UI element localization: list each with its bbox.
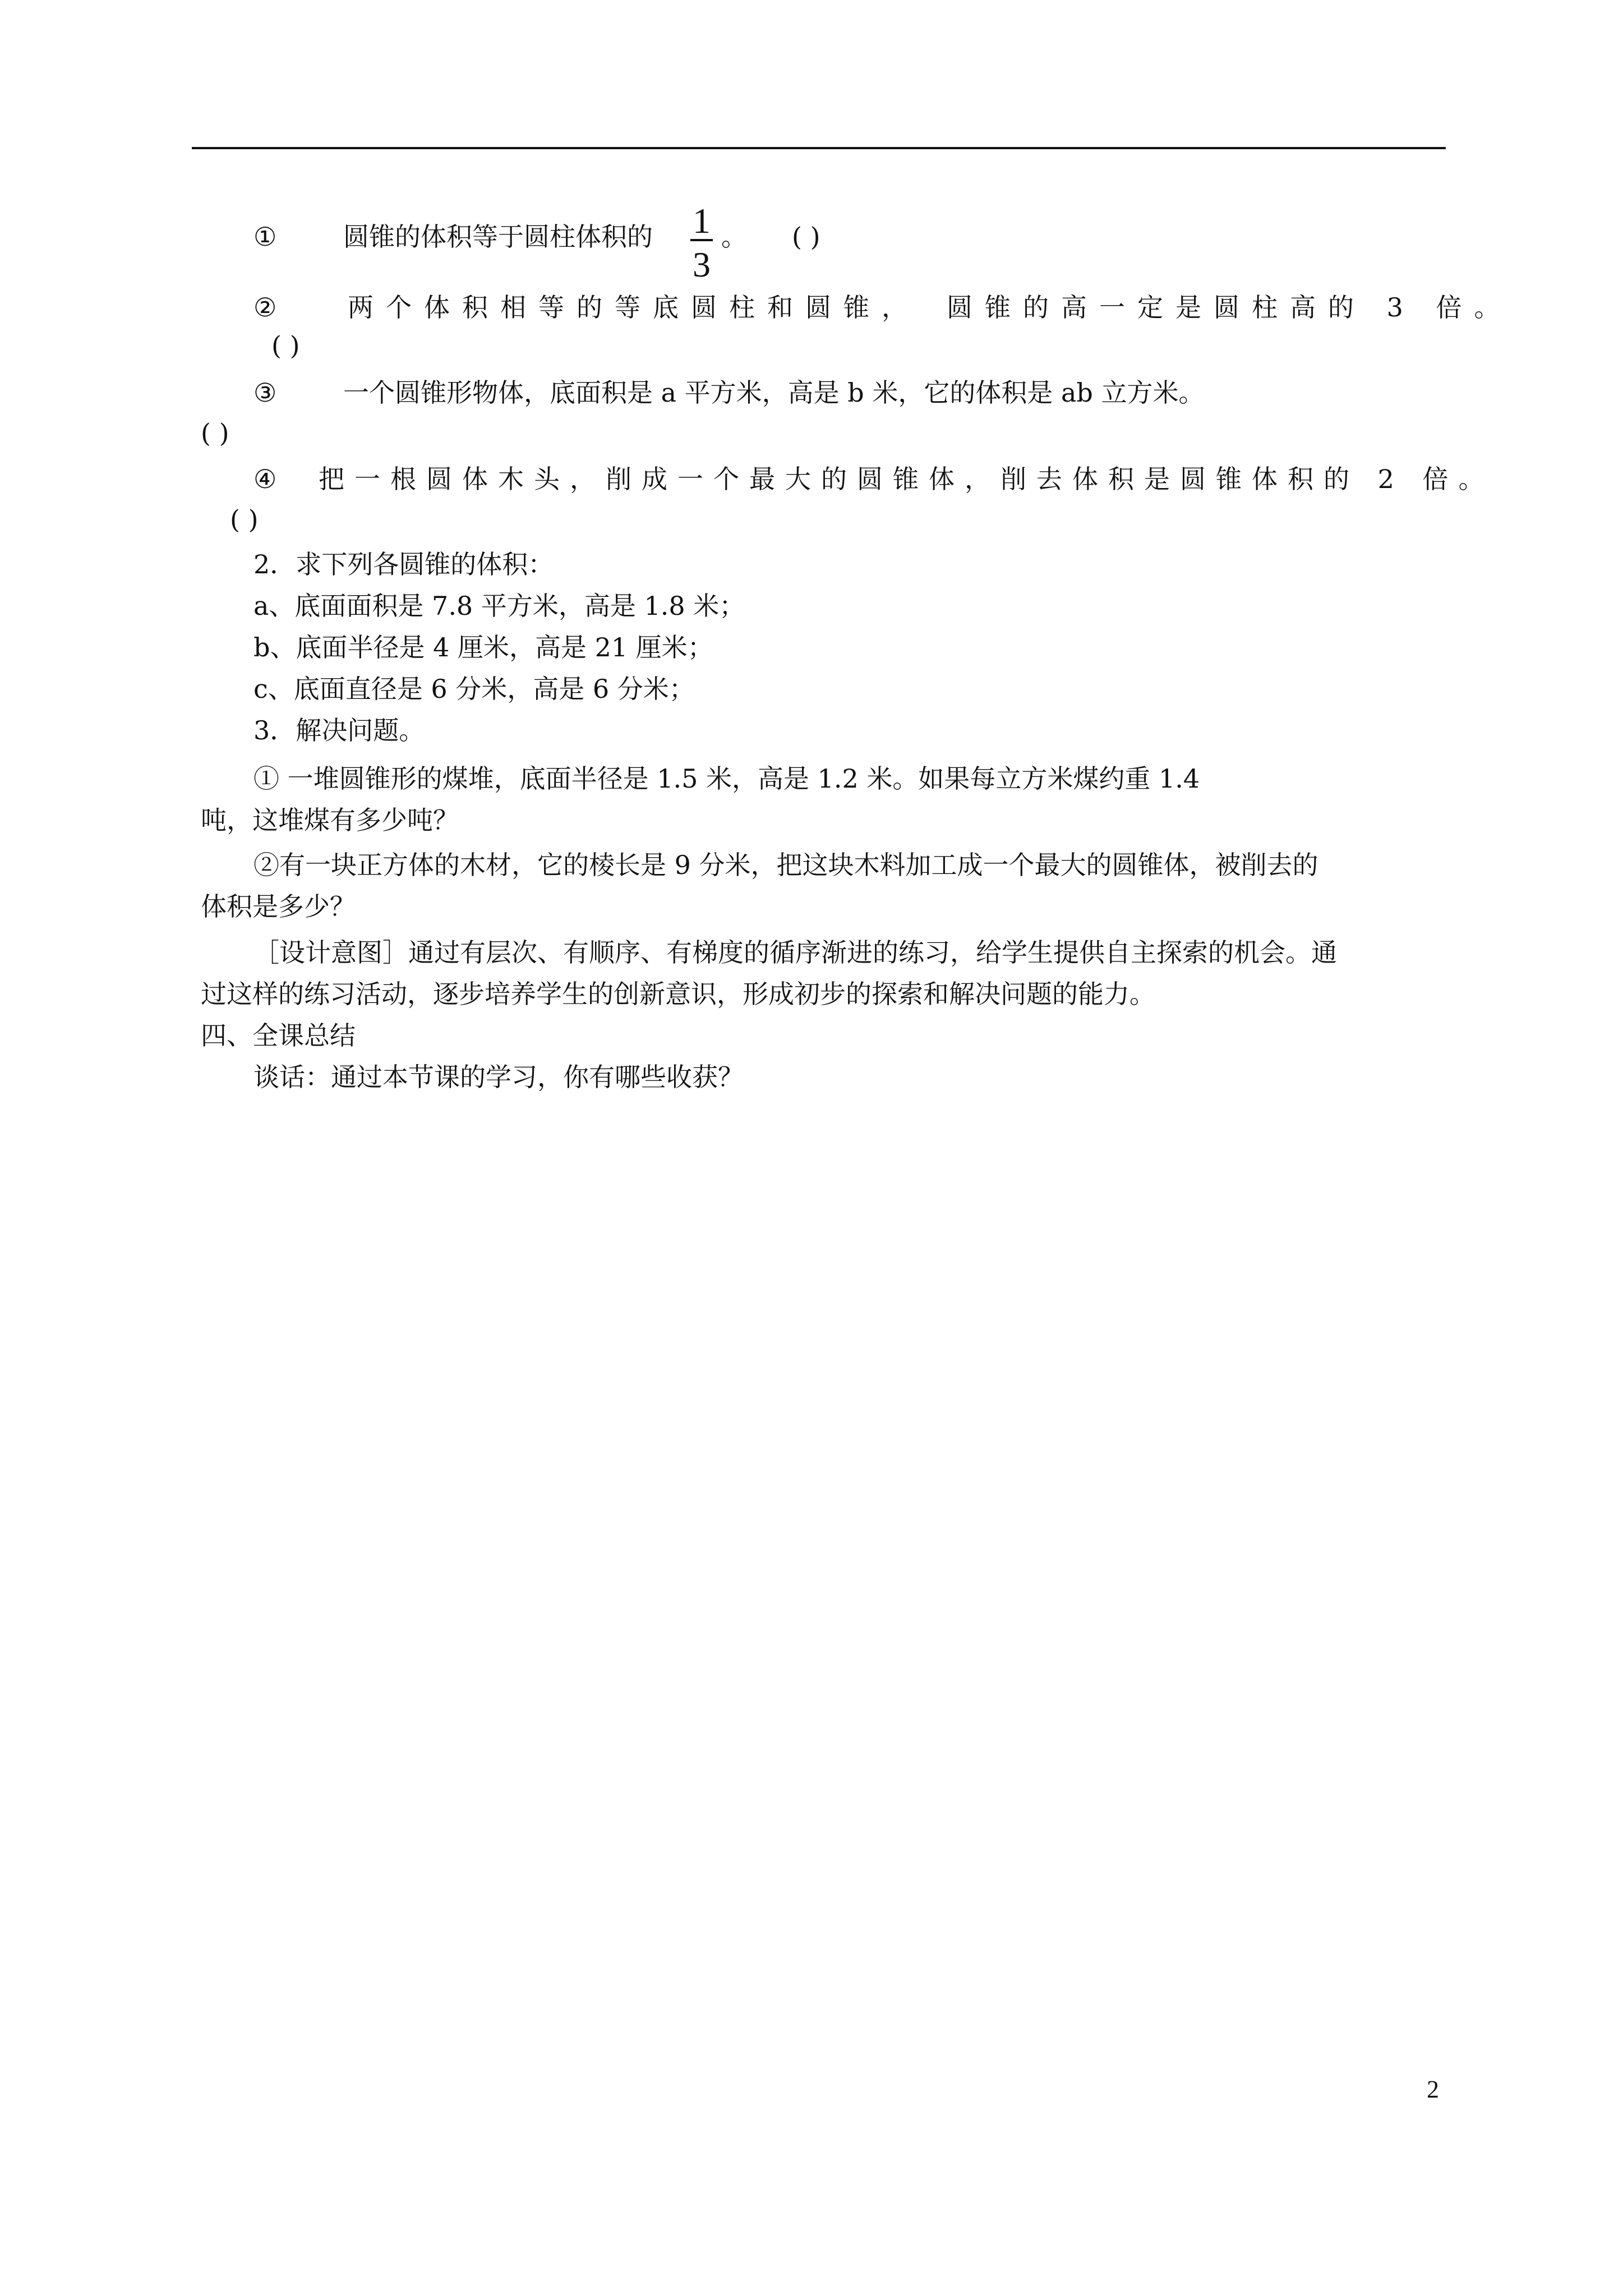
section-4-talk: 谈话：通过本节课的学习，你有哪些收获？: [253, 1062, 744, 1092]
judge-item-1-end: 。: [721, 222, 747, 252]
fraction-bar: [690, 239, 713, 241]
question-2-a: a、底面面积是 7.8 平方米，高是 1.8 米；: [253, 591, 745, 621]
question-3-problem-2-line-2: 体积是多少？: [201, 891, 356, 922]
judge-item-2-answer-paren: ( ): [271, 330, 300, 361]
judge-item-3-answer-paren: ( ): [201, 418, 229, 448]
judge-item-4-answer-paren: ( ): [230, 504, 259, 535]
judge-item-2-text: 两个体积相等的等底圆柱和圆锥，: [348, 292, 920, 323]
question-2-title: 2．求下列各圆锥的体积：: [253, 549, 554, 579]
section-4-heading: 四、全课总结: [201, 1020, 356, 1051]
fraction-denominator: 3: [693, 245, 711, 284]
page-number: 2: [1427, 2076, 1439, 2103]
design-intent-line-1: ［设计意图］通过有层次、有顺序、有梯度的循序渐进的练习，给学生提供自主探索的机会。通: [253, 937, 1337, 968]
question-3-problem-2-line-1: ②有一块正方体的木材，它的棱长是 9 分米，把这块木料加工成一个最大的圆锥体，被削去的: [253, 850, 1318, 880]
judge-item-1-number: ①: [253, 222, 277, 252]
question-3-title: 3．解决问题。: [253, 715, 425, 746]
judge-item-4-text: 把一根圆体木头，削成一个最大的圆锥体，削去体积是圆锥体积的 2 倍。: [319, 464, 1495, 494]
fraction-numerator: 1: [693, 201, 711, 241]
judge-item-2-text-cont: 圆锥的高一定是圆柱高的 3 倍。: [947, 292, 1513, 323]
question-2-c: c、底面直径是 6 分米，高是 6 分米；: [253, 674, 695, 704]
judge-item-1-text: 圆锥的体积等于圆柱体积的: [343, 222, 653, 252]
judge-item-1-answer-paren: ( ): [792, 222, 820, 252]
judge-item-2-number: ②: [253, 292, 277, 323]
question-3-problem-1-line-2: 吨，这堆煤有多少吨？: [201, 805, 459, 835]
question-2-b: b、底面半径是 4 厘米，高是 21 厘米；: [253, 632, 713, 662]
judge-item-3-number: ③: [253, 378, 277, 408]
design-intent-line-2: 过这样的练习活动，逐步培养学生的创新意识，形成初步的探索和解决问题的能力。: [201, 979, 1155, 1009]
question-3-problem-1-line-1: ① 一堆圆锥形的煤堆，底面半径是 1.5 米，高是 1.2 米。如果每立方米煤约重 1.4: [253, 763, 1200, 794]
judge-item-4-number: ④: [253, 464, 277, 494]
judge-item-3-text: 一个圆锥形物体，底面积是 a 平方米，高是 b 米，它的体积是 ab 立方米。: [343, 378, 1205, 408]
header-rule: [192, 147, 1446, 149]
